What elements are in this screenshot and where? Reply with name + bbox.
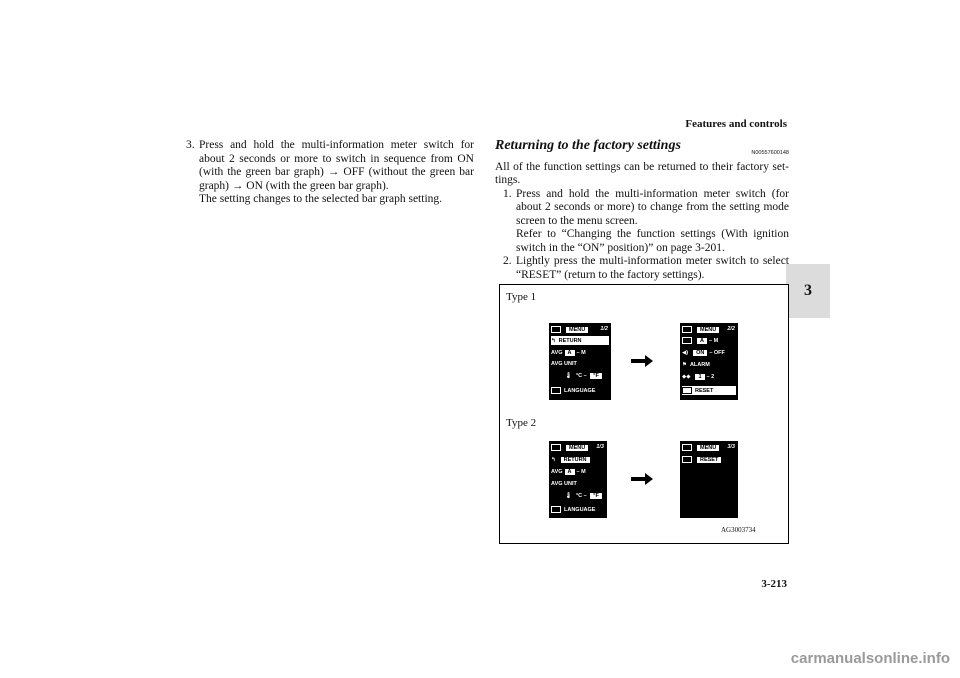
option-1: 1 xyxy=(695,374,704,380)
step-text: Press and hold the multi-information meter switch (for about 2 seconds or more) to change from the setting mode screen to the menu screen. xyxy=(516,187,789,227)
language-label: LANGUAGE xyxy=(564,387,596,394)
option-a: A xyxy=(697,338,707,344)
reset-row xyxy=(682,455,736,464)
step-2 xyxy=(503,255,789,282)
menu-icon xyxy=(551,444,561,451)
menu-label: MENU xyxy=(697,327,719,333)
option-2: 2 xyxy=(711,373,715,380)
type1-display-menu-1 xyxy=(549,323,611,400)
alarm-label: ALARM xyxy=(689,361,710,368)
sound-row: ◀) ON – OFF xyxy=(682,349,725,356)
type2-display-menu-3 xyxy=(680,441,738,518)
return-label: RETURN xyxy=(558,337,582,344)
reset-icon xyxy=(682,387,692,394)
step-note: The setting changes to the selected bar graph setting. xyxy=(199,193,443,205)
figure-code: AG3003734 xyxy=(721,526,756,534)
step-1 xyxy=(503,188,789,256)
temp-f-option: °F xyxy=(590,493,602,499)
mode-icon xyxy=(682,337,692,344)
return-row xyxy=(551,336,609,345)
page-indicator: 1/3 xyxy=(596,444,604,450)
return-row xyxy=(551,455,605,464)
temp-c-option: °C xyxy=(575,372,583,379)
reset-icon xyxy=(682,456,692,463)
reset-row xyxy=(682,386,736,395)
watermark: carmanualsonline.info xyxy=(790,650,950,667)
option-on: ON xyxy=(693,350,707,356)
step-text: Lightly press the multi-information meter switch to select “RESET” (return to the factory settings). xyxy=(516,255,789,281)
menu-label: MENU xyxy=(697,445,719,451)
option-off: OFF xyxy=(713,349,725,356)
step-number: 1. xyxy=(503,187,512,200)
step-3 xyxy=(186,139,474,207)
level-row: ◆◆ 1 – 2 xyxy=(682,373,715,380)
avg-row: AVG A – M xyxy=(551,349,586,356)
step-number: 3. xyxy=(186,139,195,151)
section-code: N00557600148 xyxy=(751,150,789,156)
step-text: Press and hold the multi-information meter switch for about 2 seconds or more to switch in sequence from ON (with the green bar graph) → OFF (without the green bar graph) → ON (with the green bar graph). xyxy=(199,139,474,192)
step-note: Refer to “Changing the function settings (With ignition switch in the “ON” position)” on page 3-201. xyxy=(516,228,789,254)
section-intro: All of the function settings can be returned to their factory set-tings. xyxy=(495,160,789,186)
right-arrow-icon xyxy=(631,473,653,485)
menu-label: MENU xyxy=(566,327,588,333)
temp-c-option: °C xyxy=(575,492,583,499)
menu-icon xyxy=(682,326,692,333)
avg-unit-row xyxy=(551,359,609,368)
right-column xyxy=(495,139,789,282)
avg-a-option: A xyxy=(565,469,575,475)
temp-f-option: °F xyxy=(590,373,602,379)
avg-m-option: M xyxy=(581,468,586,475)
alarm-icon: ⚑ xyxy=(682,361,687,368)
return-label: RETURN xyxy=(561,457,590,463)
avg-row: AVG A – M xyxy=(551,468,586,475)
menu-icon xyxy=(551,326,561,333)
speaker-icon: ◀) xyxy=(682,349,689,356)
page-indicator: 2/2 xyxy=(727,326,735,332)
step-number: 2. xyxy=(503,255,512,267)
reset-label: RESET xyxy=(697,457,721,463)
temp-row: 🌡 °C – °F xyxy=(551,371,609,380)
alarm-row xyxy=(682,360,736,369)
level-icon: ◆◆ xyxy=(682,373,691,380)
avg-unit-row xyxy=(551,479,605,488)
avg-label: AVG xyxy=(551,468,563,475)
option-m: M xyxy=(713,337,719,344)
menu-label: MENU xyxy=(566,445,588,451)
mode-row: A – M xyxy=(682,336,736,345)
avg-m-option: M xyxy=(581,349,586,356)
page-indicator: 1/2 xyxy=(600,326,608,332)
avg-unit-label: AVG UNIT xyxy=(551,360,577,367)
type2-label: Type 2 xyxy=(506,417,537,429)
menu-icon xyxy=(682,444,692,451)
avg-label: AVG xyxy=(551,349,563,356)
page-indicator: 3/3 xyxy=(727,444,735,450)
right-arrow-icon xyxy=(631,355,653,367)
figure xyxy=(499,284,789,544)
thermometer-icon: 🌡 xyxy=(565,492,572,499)
chapter-tab: 3 xyxy=(786,264,830,318)
avg-unit-label: UNIT xyxy=(564,480,577,487)
language-label: LANGUAGE xyxy=(564,506,596,513)
avg-label-2: AVG xyxy=(551,480,563,487)
language-icon xyxy=(551,387,561,394)
section-title: Returning to the factory settings xyxy=(495,139,681,153)
language-row xyxy=(551,386,609,395)
return-arrow-icon: ↰ xyxy=(551,337,556,344)
avg-a-option: A xyxy=(565,350,575,356)
language-icon xyxy=(551,506,561,513)
type1-label: Type 1 xyxy=(506,291,537,303)
reset-label: RESET xyxy=(695,387,714,394)
language-row xyxy=(551,505,605,514)
type1-display-menu-2 xyxy=(680,323,738,400)
page-number: 3-213 xyxy=(761,578,787,590)
thermometer-icon: 🌡 xyxy=(565,372,572,379)
temp-row: 🌡 °C – °F xyxy=(551,491,605,500)
type2-display-menu-1 xyxy=(549,441,607,518)
left-column xyxy=(186,139,474,207)
header-title: Features and controls xyxy=(685,118,787,130)
return-arrow-icon: ↰ xyxy=(551,456,556,463)
